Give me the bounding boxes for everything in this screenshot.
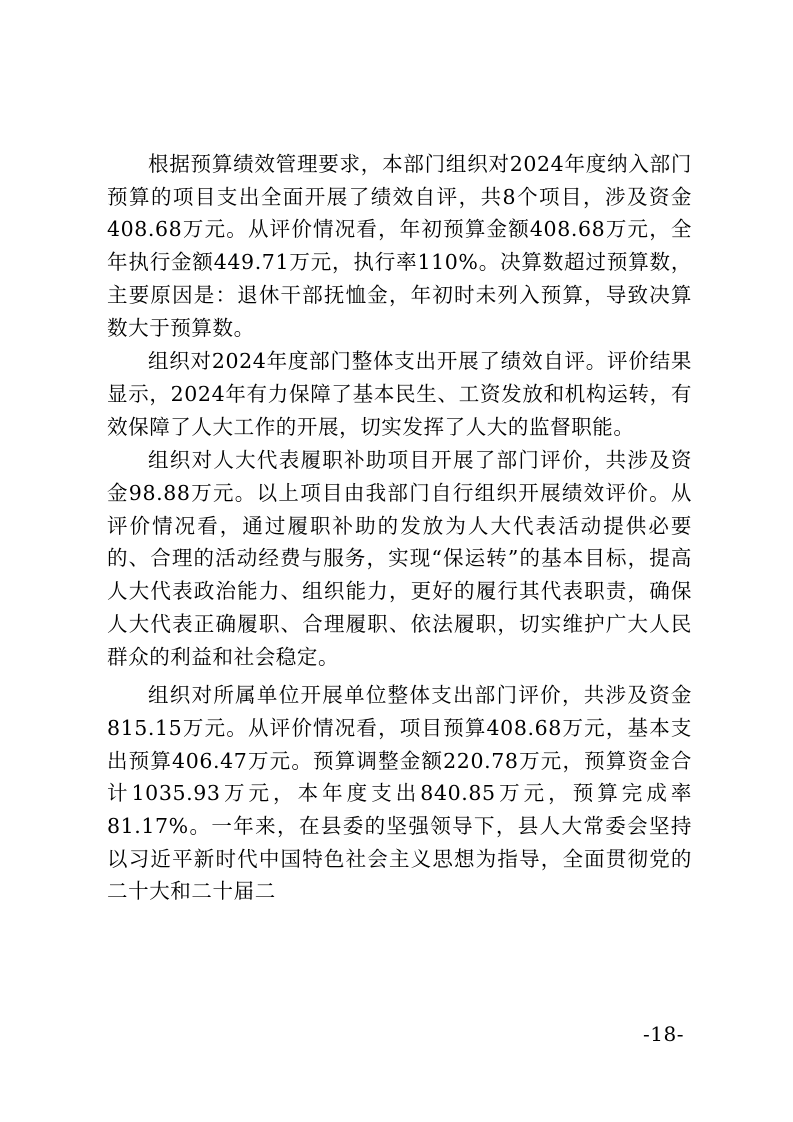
paragraph-overall-expenditure: 组织对2024年度部门整体支出开展了绩效自评。评价结果显示，2024年有力保障了基本民生、工资发放和机构运转，有效保障了人大工作的开展，切实发挥了人大的监督职能。 <box>107 349 692 439</box>
paragraph-affiliated-units: 组织对所属单位开展单位整体支出部门评价，共涉及资金815.15万元。从评价情况看，项目预算408.68万元，基本支出预算406.47万元。预算调整金额220.78万元，预算资金合计1035.93万元，本年度支出840.85万元，预算完成率81.17%。一年来，在县委的坚强领导下，县人大常委会坚持以习近平新时代中国特色社会主义思想为指导，全面贯彻党的二十大和二十届二 <box>107 683 692 904</box>
paragraph-deputy-subsidy: 组织对人大代表履职补助项目开展了部门评价，共涉及资金98.88万元。以上项目由我部门自行组织开展绩效评价。从评价情况看，通过履职补助的发放为人大代表活动提供必要的、合理的活动经费与服务，实现“保运转”的基本目标，提高人大代表政治能力、组织能力，更好的履行其代表职责，确保人大代表正确履职、合理履职、依法履职，切实维护广大人民群众的利益和社会稳定。 <box>107 448 692 669</box>
page-number: -18- <box>643 1022 684 1046</box>
document-body <box>107 148 692 908</box>
paragraph-budget-performance: 根据预算绩效管理要求，本部门组织对2024年度纳入部门预算的项目支出全面开展了绩效自评，共8个项目，涉及资金408.68万元。从评价情况看，年初预算金额408.68万元，全年执行金额449.71万元，执行率110%。决算数超过预算数，主要原因是：退休干部抚恤金，年初时未列入预算，导致决算数大于预算数。 <box>107 152 692 340</box>
